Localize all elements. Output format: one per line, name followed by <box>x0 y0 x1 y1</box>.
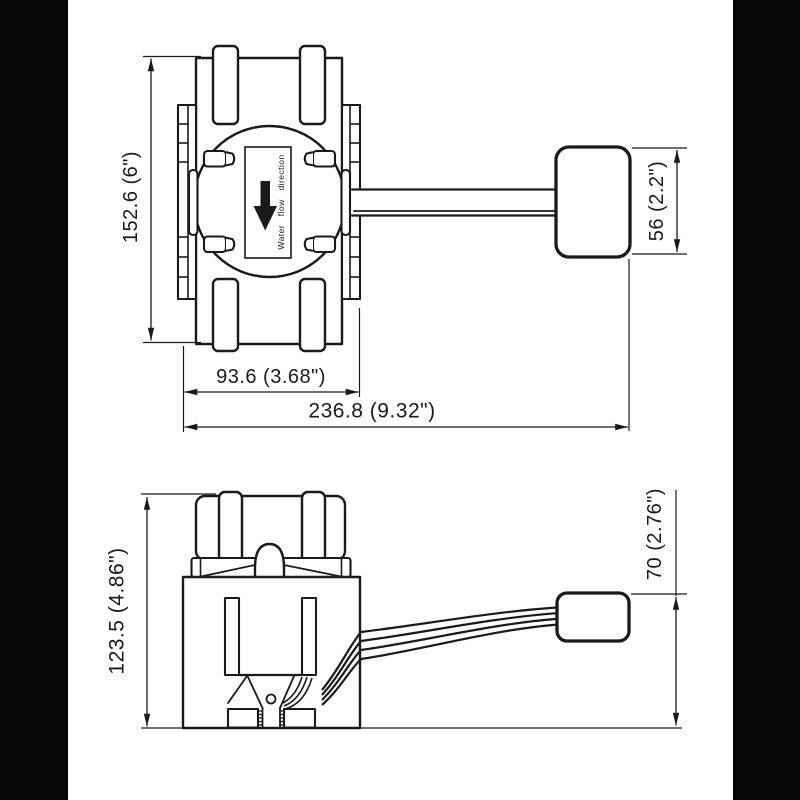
dim-switch-height: 56 (2.2") <box>646 160 668 242</box>
dim-side-height: 123.5 (4.86") <box>105 547 129 675</box>
dim-overall-length: 236.8 (9.32") <box>308 399 436 423</box>
bracket-right <box>302 598 316 675</box>
clamp-right-side-view <box>302 492 325 563</box>
switch-housing <box>183 577 360 728</box>
float-body-top-view <box>556 147 630 257</box>
float-side-view <box>557 593 629 641</box>
top-view <box>178 46 630 351</box>
scan-band-left <box>0 0 68 800</box>
dim-body-width: 93.6 (3.68") <box>216 366 326 388</box>
housing-tab-right <box>342 170 351 235</box>
flow-direction-label: Water flow direction <box>276 154 286 250</box>
scan-band-right <box>733 0 800 800</box>
dim-cable-offset: 70 (2.76") <box>644 487 666 581</box>
clamp-left-side-view <box>219 492 242 563</box>
housing-tab-left <box>189 170 198 235</box>
dim-height: 152.6 (6") <box>120 150 142 244</box>
bracket-left <box>225 598 239 675</box>
side-view <box>183 492 629 728</box>
paddle-shaft <box>352 190 557 216</box>
